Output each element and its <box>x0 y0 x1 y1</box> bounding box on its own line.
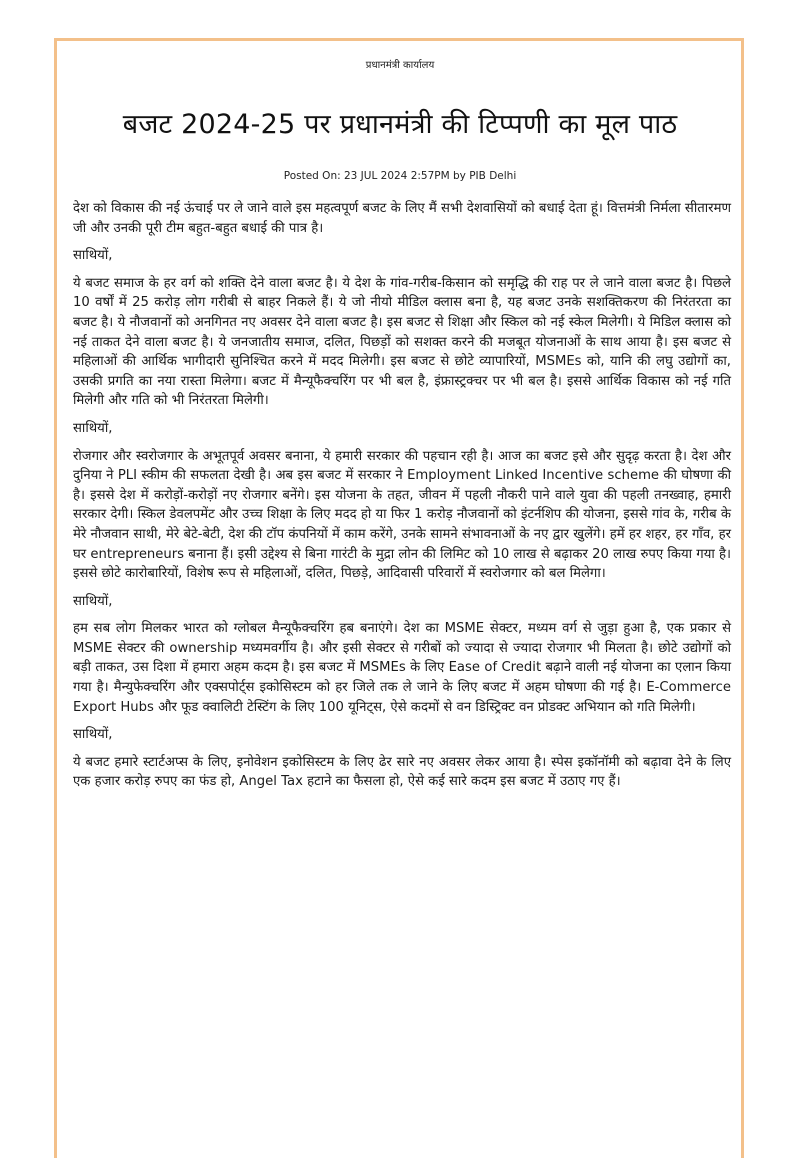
page-title: बजट 2024-25 पर प्रधानमंत्री की टिप्पणी का मूल पाठ <box>122 109 678 141</box>
paragraph: ये बजट समाज के हर वर्ग को शक्ति देने वाला बजट है। ये देश के गांव-गरीब-किसान को समृद्धि की राह पर ले जाने वाला बजट है। पिछले 10 वर्षों में 25 करोड़ लोग गरीबी से बाहर निकले हैं। ये जो नीयो मीडिल क्लास बना है, यह बजट उनके सशक्तिकरण की निरंतरता का बजट है। ये नौजवानों को अनगिनत नए अवसर देने वाला बजट है। इस बजट से शिक्षा और स्किल को नई स्केल मिलेगी। ये मिडिल क्लास को नई ताकत देने वाला बजट है। ये जनजातीय समाज, दलित, पिछड़ों को सशक्त करने की मजबूत योजनाओं के साथ आया है। इस बजट से महिलाओं की आर्थिक भागीदारी सुनिश्चित करने में मदद मिलेगी। इस बजट से छोटे व्यापारियों, MSMEs को, यानि की लघु उद्योगों का, उसकी प्रगति का नया रास्ता मिलेगा। बजट में मैन्यूफैक्चरिंग पर भी बल है, इंफ्रास्ट्रक्चर पर भी बल है। इससे आर्थिक विकास को नई गति मिलेगी और गति को भी निरंतरता मिलेगी। <box>73 275 732 409</box>
paragraph: रोजगार और स्वरोजगार के अभूतपूर्व अवसर बनाना, ये हमारी सरकार की पहचान रही है। आज का बजट इसे और सुदृढ़ करता है। देश और दुनिया ने PLI स्कीम की सफलता देखी है। अब इस बजट में सरकार ने Employment Linked Incentive scheme की घोषणा की है। इससे देश में करोड़ों-करोड़ों नए रोजगार बनेंगे। इस योजना के तहत, जीवन में पहली नौकरी पाने वाले युवा की पहली तनख्वाह, हमारी सरकार देगी। स्किल डेवलपमेंट और उच्च शिक्षा के लिए मदद हो या फिर 1 करोड़ नौजवानों को इंटर्नशिप की योजना, इससे गांव के, गरीब के मेरे नौजवान साथी, मेरे बेटे-बेटी, देश की टॉप कंपनियों में काम करेंगे, उनके सामने संभावनाओं के नए द्वार खुलेंगे। हमें हर शहर, हर गाँव, हर घर entrepreneurs बनाना हैं। इसी उद्देश्य से बिना गारंटी के मुद्रा लोन की लिमिट को 10 लाख से बढ़ाकर 20 लाख रुपए किया गया है। इससे छोटे कारोबारियों, विशेष रूप से महिलाओं, दलित, पिछड़े, आदिवासी परिवारों में स्वरोजगार को बल मिलेगा। <box>73 448 731 582</box>
salutation: साथियों, <box>73 420 113 436</box>
paragraph: देश को विकास की नई ऊंचाई पर ले जाने वाले इस महत्वपूर्ण बजट के लिए मैं सभी देशवासियों को बधाई देता हूं। वित्तमंत्री निर्मला सीतारमण जी और उनकी पूरी टीम बहुत-बहुत बधाई की पात्र है। <box>73 201 731 236</box>
paragraph: हम सब लोग मिलकर भारत को ग्लोबल मैन्यूफैक्चरिंग हब बनाएंगे। देश का MSME सेक्टर, मध्यम वर्ग से जुड़ा हुआ है, एक प्रकार से MSME सेक्टर की ownership मध्यमवर्गीय है। और इसी सेक्टर से गरीबों को ज्यादा से ज्यादा रोजगार भी मिलता है। छोटे उद्योगों को बड़ी ताकत, उस दिशा में हमारा अहम कदम है। इस बजट में MSMEs के लिए Ease of Credit बढ़ाने वाली नई योजना का एलान किया गया है। मैन्युफेक्चरिंग और एक्सपोर्ट्स इकोसिस्टम को हर जिले तक ले जाने के लिए बजट में अहम घोषणा की गई है। E-Commerce Export Hubs और फूड क्वालिटी टेस्टिंग के लिए 100 यूनिट्स, ऐसे कदमों से वन डिस्ट्रिक्ट वन प्रोडक्ट अभियान को गति मिलेगी। <box>73 621 731 715</box>
article-body <box>73 199 731 800</box>
salutation: साथियों, <box>73 248 113 264</box>
ministry-name: प्रधानमंत्री कार्यालय <box>365 60 435 71</box>
salutation: साथियों, <box>73 593 113 609</box>
posted-on: Posted On: 23 JUL 2024 2:57PM by PIB Delhi <box>283 170 517 182</box>
paragraph: ये बजट हमारे स्टार्टअप्स के लिए, इनोवेशन इकोसिस्टम के लिए ढेर सारे नए अवसर लेकर आया है। स्पेस इकॉनॉमी को बढ़ावा देने के लिए एक हजार करोड़ रुपए का फंड हो, Angel Tax हटाने का फैसला हो, ऐसे कई सारे कदम इस बजट में उठाए गए हैं। <box>73 754 731 790</box>
salutation: साथियों, <box>73 727 113 743</box>
